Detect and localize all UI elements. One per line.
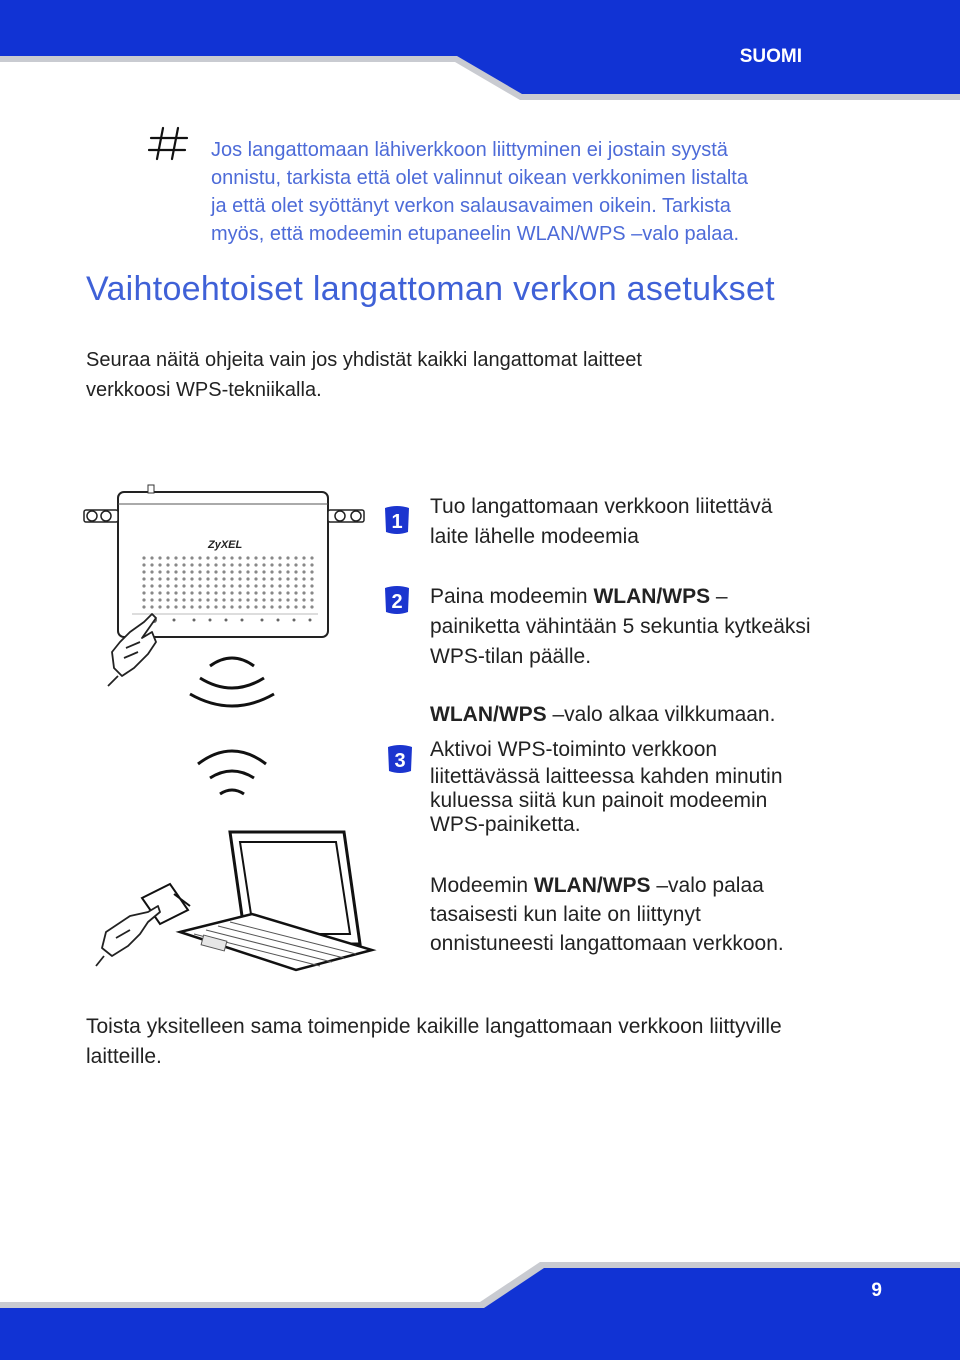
intro-line: Seuraa näitä ohjeita vain jos yhdistät kaikki langattomat laitteet (86, 349, 642, 371)
router-icon (84, 485, 364, 637)
step-2-badge (382, 584, 412, 616)
step-line-text: Paina modeemin (430, 585, 594, 608)
step-number: 2 (391, 591, 403, 613)
step-line (430, 700, 811, 730)
closing-line: Toista yksitelleen sama toimenpide kaikille langattomaan verkkoon liittyville (86, 1015, 782, 1038)
step-2-text (430, 582, 811, 730)
section-intro (86, 345, 866, 405)
step-line: liitettävässä laitteessa kahden minutin (430, 765, 783, 788)
closing-line: laitteille. (86, 1045, 162, 1068)
step-1-text (430, 492, 772, 552)
step-3-badge (385, 743, 415, 775)
wireless-signal-icon (198, 751, 266, 794)
step-1-badge (382, 504, 412, 536)
step-number: 1 (391, 511, 403, 533)
header-band (0, 0, 960, 100)
step-line-text: –valo palaa (650, 874, 764, 897)
wps-illustration (82, 482, 382, 972)
step-number: 3 (394, 750, 406, 772)
step-line-text: – (710, 585, 728, 608)
step-line: WPS-tilan päälle. (430, 645, 592, 668)
note-line: ja että olet syöttänyt verkon salausavaimen oikein. Tarkista (211, 195, 731, 217)
laptop-icon (180, 832, 372, 970)
footer-band (0, 1262, 960, 1360)
note-line: myös, että modeemin etupaneelin WLAN/WPS –valo palaa. (211, 223, 740, 245)
note-line: onnistu, tarkista että olet valinnut oikean verkkonimen listalta (211, 167, 748, 189)
step-line: laite lähelle modeemia (430, 525, 639, 548)
step-line: WPS-painiketta. (430, 813, 581, 836)
wlan-wps-label: WLAN/WPS (430, 703, 547, 726)
intro-line: verkkoosi WPS-tekniikalla. (86, 379, 322, 401)
brand-logo: ZyXEL (208, 539, 243, 551)
closing-instruction (86, 1012, 946, 1072)
step-line (430, 871, 784, 900)
section-title: Vaihtoehtoiset langattoman verkon asetukset (86, 270, 775, 308)
pointing-hand-icon (96, 906, 160, 966)
page-number: 9 (871, 1280, 882, 1301)
step-3-text (430, 735, 784, 958)
step-line-text: –valo alkaa vilkkumaan. (546, 703, 776, 726)
wlan-wps-label: WLAN/WPS (593, 585, 711, 608)
note-line: Jos langattomaan lähiverkkoon liittyminen ei jostain syystä (211, 139, 728, 161)
step-line: onnistuneesti langattomaan verkkoon. (430, 932, 784, 955)
language-label: SUOMI (739, 46, 802, 67)
step-line: Tuo langattomaan verkkoon liitettävä (430, 495, 773, 518)
step-line (430, 582, 811, 612)
step-line-text: Modeemin (430, 874, 534, 897)
step-line: kuluessa siitä kun painoit modeemin (430, 789, 768, 812)
wlan-wps-label: WLAN/WPS (533, 874, 651, 897)
note-hash-icon (148, 125, 190, 163)
step-line: tasaisesti kun laite on liittynyt (430, 903, 701, 926)
step-line: Aktivoi WPS-toiminto verkkoon (430, 738, 718, 761)
step-line: painiketta vähintään 5 sekuntia kytkeäksi (430, 615, 811, 638)
wireless-signal-icon (190, 658, 274, 706)
note-text (211, 136, 851, 248)
